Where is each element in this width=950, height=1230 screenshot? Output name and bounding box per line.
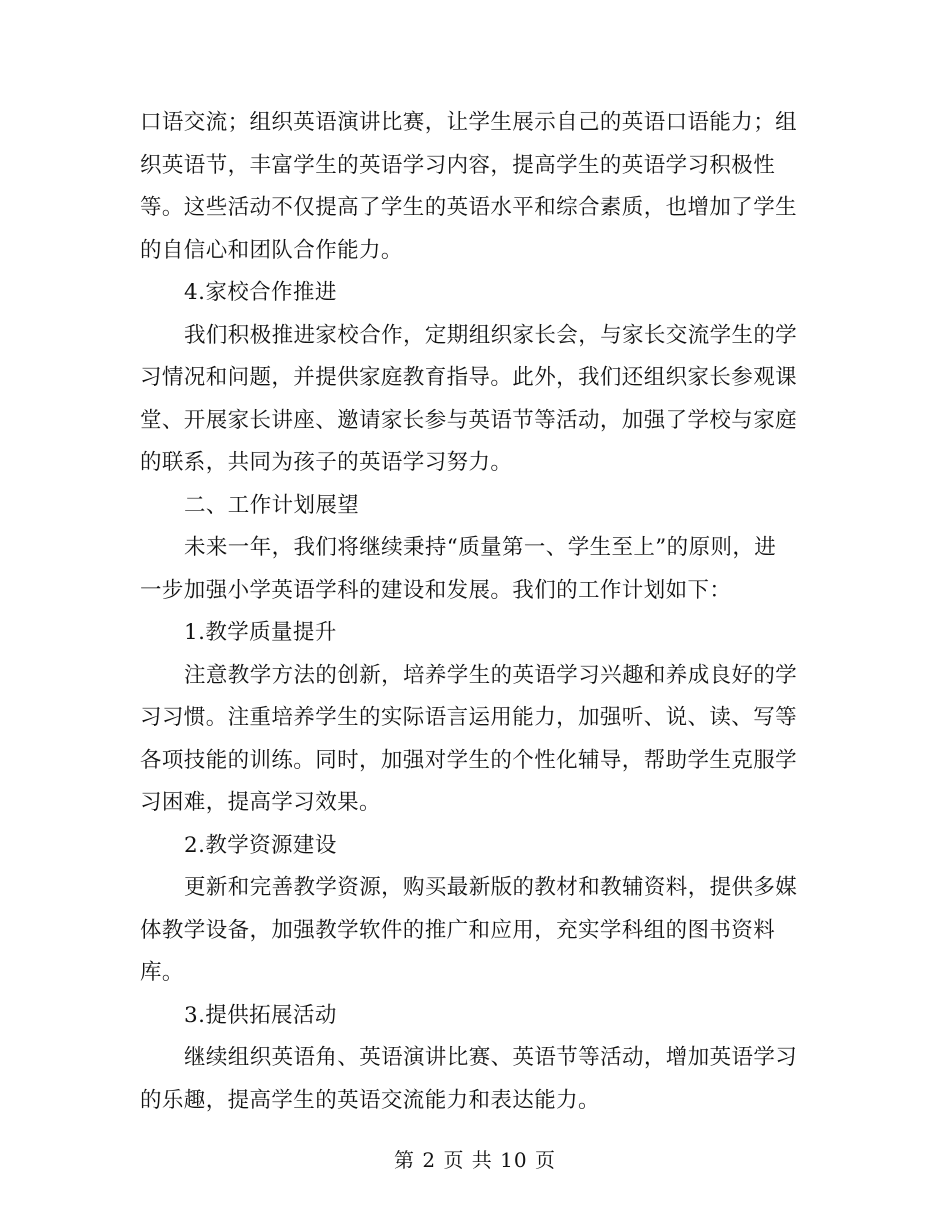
text-line: 我们积极推进家校合作，定期组织家长会，与家长交流学生的学 xyxy=(184,322,798,348)
text-line: 注意教学方法的创新，培养学生的英语学习兴趣和养成良好的学 xyxy=(184,662,798,688)
text-line: 等。这些活动不仅提高了学生的英语水平和综合素质，也增加了学生 xyxy=(140,195,798,220)
document-body xyxy=(140,102,800,1122)
text-line: 的乐趣，提高学生的英语交流能力和表达能力。 xyxy=(140,1087,600,1113)
text-line: 体教学设备，加强教学软件的推广和应用，充实学科组的图书资料 xyxy=(140,917,776,943)
text-line: 的联系，共同为孩子的英语学习努力。 xyxy=(140,450,513,475)
text-line: 库。 xyxy=(140,960,184,985)
section-heading-extension-activities: 3.提供拓展活动 xyxy=(184,1002,337,1028)
section-heading-teaching-quality: 1.教学质量提升 xyxy=(184,620,337,645)
text-line: 习情况和问题，并提供家庭教育指导。此外，我们还组织家长参观课 xyxy=(140,365,798,390)
section-heading-teaching-resources: 2.教学资源建设 xyxy=(184,832,337,858)
text-line: 继续组织英语角、英语演讲比赛、英语节等活动，增加英语学习 xyxy=(184,1045,798,1070)
text-line: 更新和完善教学资源，购买最新版的教材和教辅资料，提供多媒 xyxy=(184,875,798,900)
text-line: 未来一年，我们将继续秉持“质量第一、学生至上”的原则，进 xyxy=(184,535,777,560)
text-line: 各项技能的训练。同时，加强对学生的个性化辅导，帮助学生克服学 xyxy=(140,747,798,773)
text-line: 一步加强小学英语学科的建设和发展。我们的工作计划如下： xyxy=(140,577,732,603)
text-line: 的自信心和团队合作能力。 xyxy=(140,237,403,263)
page-number-footer: 第 2 页 共 10 页 xyxy=(394,1148,556,1172)
text-line: 堂、开展家长讲座、邀请家长参与英语节等活动，加强了学校与家庭 xyxy=(140,407,798,433)
section-heading-work-plan: 二、工作计划展望 xyxy=(184,492,360,518)
section-heading-home-school: 4.家校合作推进 xyxy=(184,280,337,305)
text-line: 习习惯。注重培养学生的实际语言运用能力，加强听、说、读、写等 xyxy=(140,705,798,730)
text-line: 织英语节，丰富学生的英语学习内容，提高学生的英语学习积极性 xyxy=(140,152,776,178)
text-line: 习困难，提高学习效果。 xyxy=(140,790,381,815)
text-line: 口语交流；组织英语演讲比赛，让学生展示自己的英语口语能力；组 xyxy=(140,110,798,135)
